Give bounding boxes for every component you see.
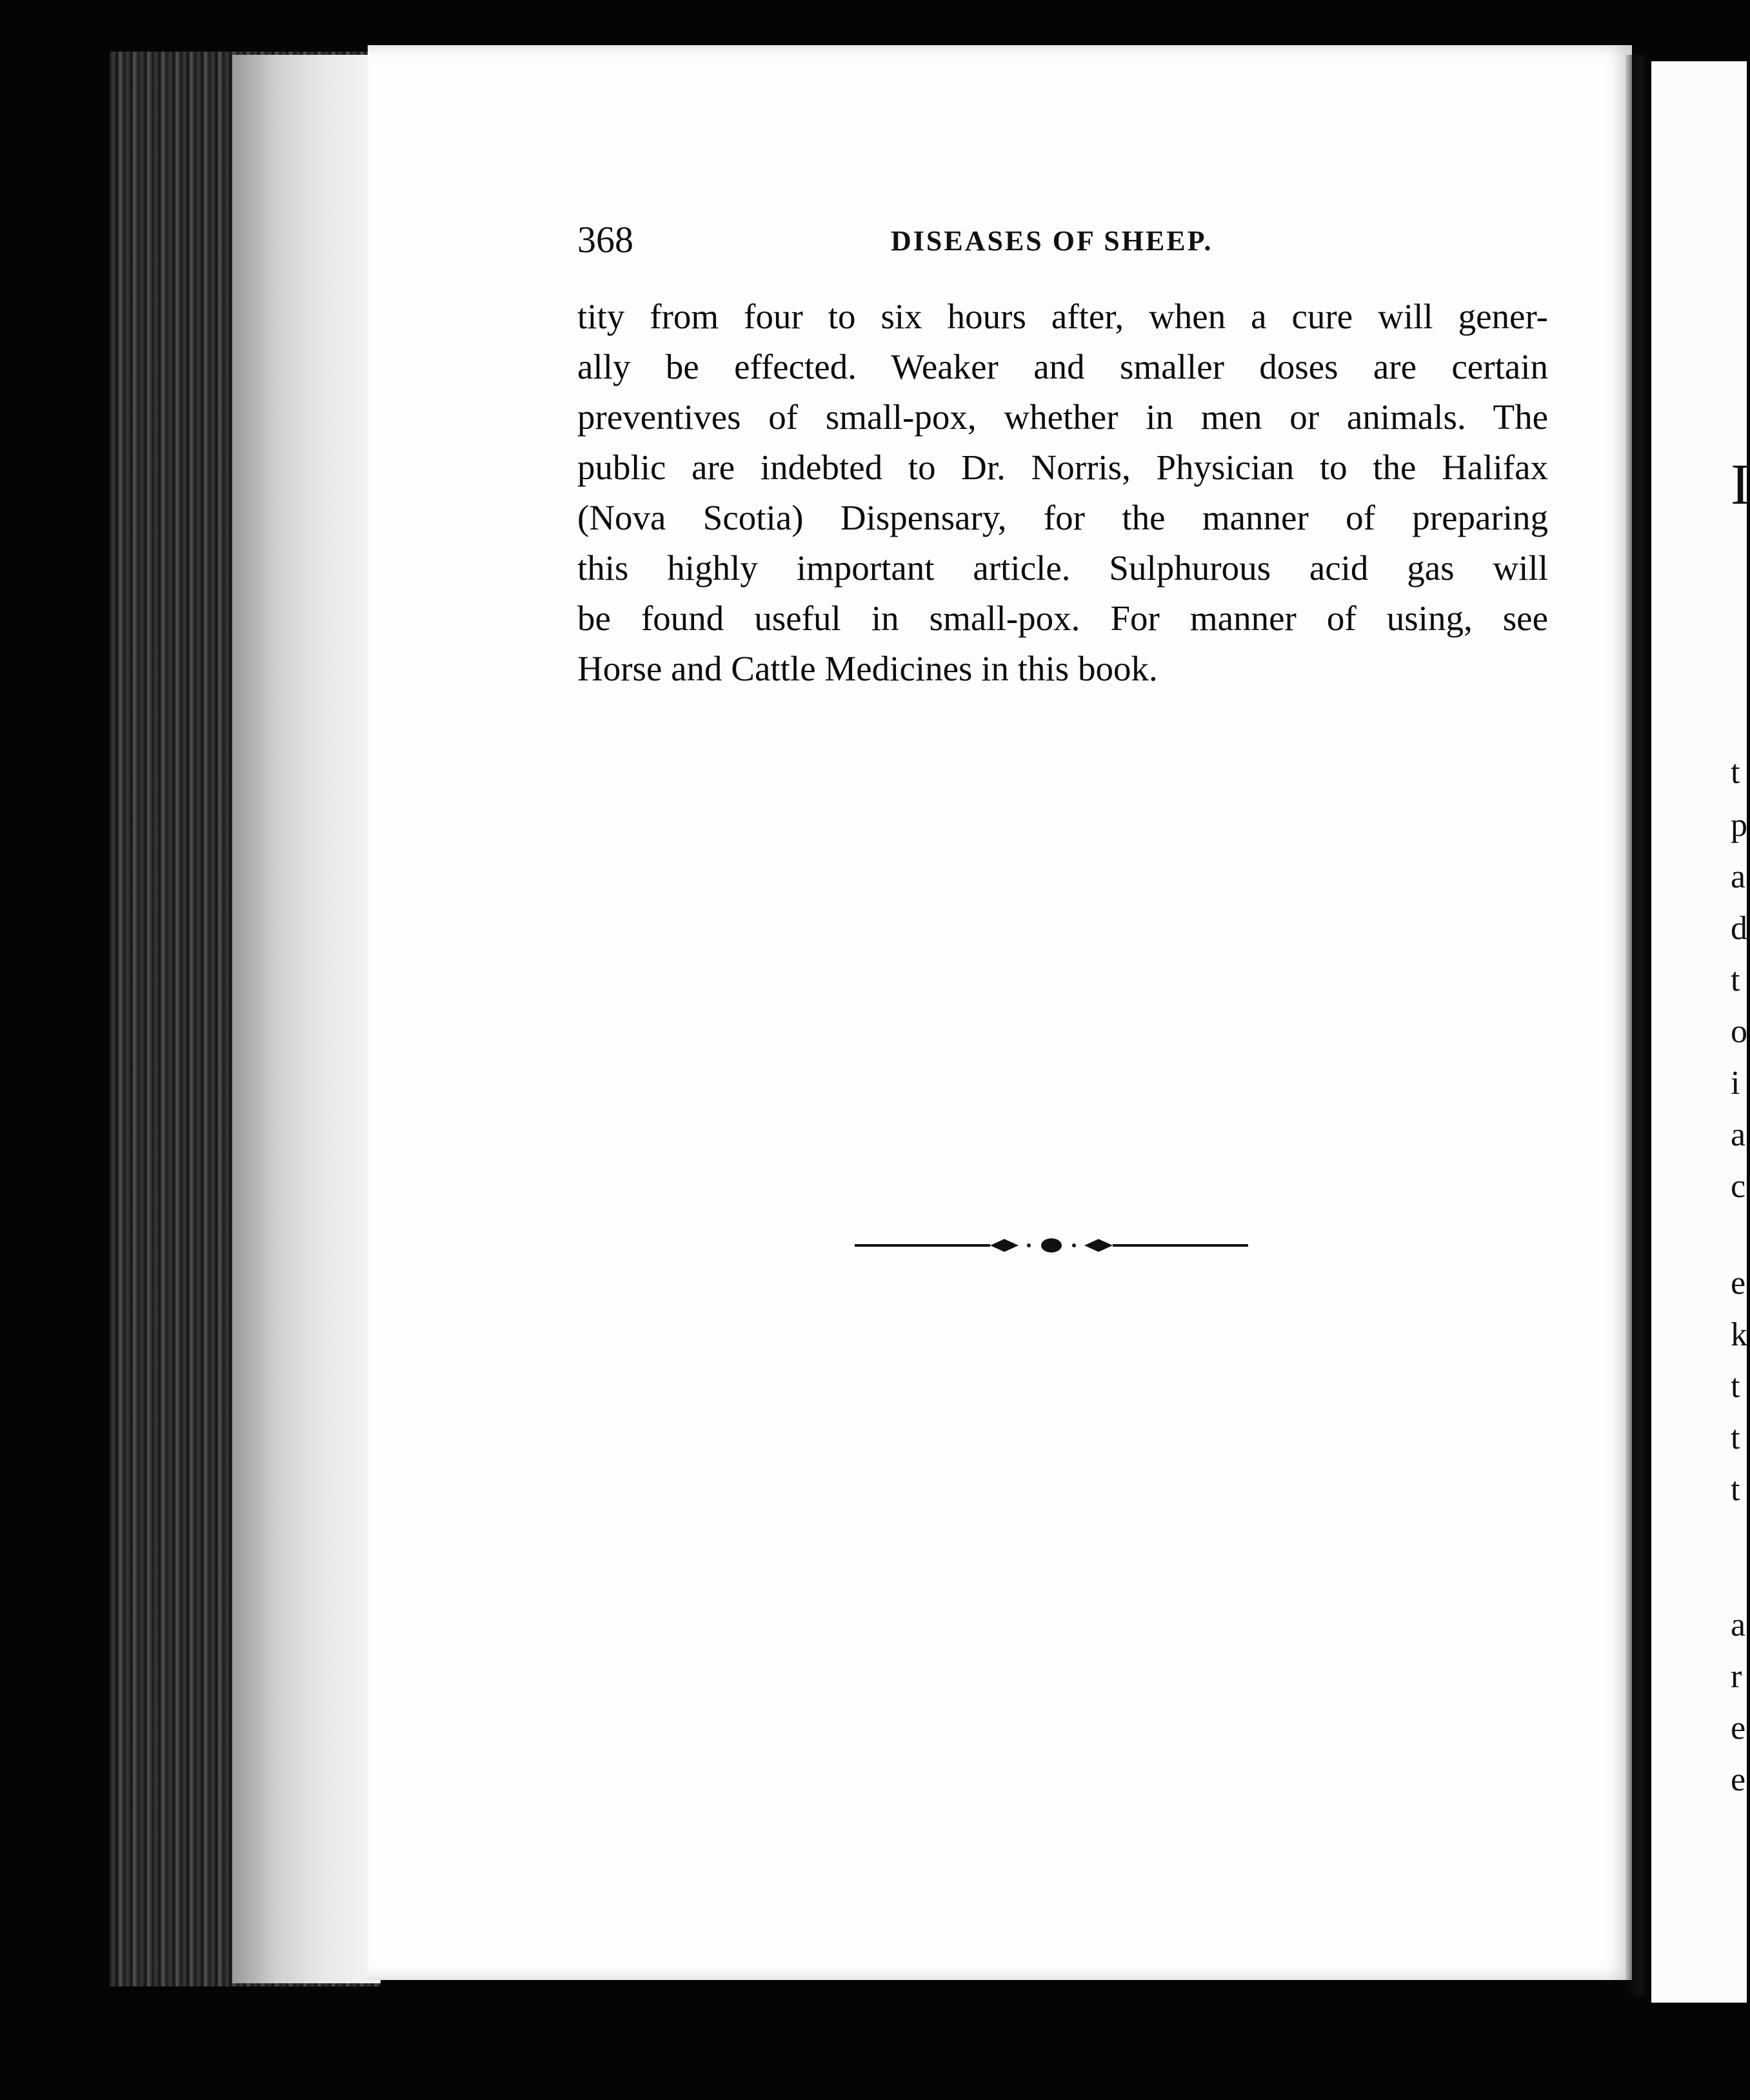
facing-page-letter: t [1731,754,1740,791]
text-line: this highly important article. Sulphurous acid gas will [577,548,1548,588]
text-line: ally be effected. Weaker and smaller doses are certain [577,347,1548,386]
running-head [577,218,1548,263]
page-number: 368 [577,219,633,261]
facing-page-letter: o [1731,1013,1747,1050]
running-title: DISEASES OF SHEEP. [891,225,1213,257]
text-line: (Nova Scotia) Dispensary, for the manner of preparing [577,498,1548,537]
facing-page-letter: r [1731,1658,1742,1695]
facing-page-letter: e [1731,1265,1746,1302]
facing-page-letter: c [1731,1168,1746,1205]
facing-page-letter: a [1731,858,1746,895]
facing-page-letter: I [1731,453,1750,517]
facing-page-letter: t [1731,1420,1740,1456]
facing-page-letter: k [1731,1316,1747,1353]
text-line: Horse and Cattle Medicines in this book. [577,649,1158,688]
facing-page-letter: t [1731,1471,1740,1508]
facing-page-letter: i [1731,1065,1740,1102]
facing-page-letter: e [1731,1761,1746,1798]
body-paragraph [577,292,1548,694]
gutter-shadow [1626,55,1651,1996]
page-stack [232,55,381,1983]
facing-page-letter: t [1731,962,1740,998]
text-line: be found useful in small-pox. For manner of using, see [577,599,1548,638]
facing-page-letter: a [1731,1607,1746,1643]
facing-page-letter: p [1731,807,1747,844]
facing-page-letter: d [1731,910,1747,947]
facing-page-letter: t [1731,1368,1740,1405]
text-line: tity from four to six hours after, when a cure will gener- [577,297,1548,336]
text-line: preventives of small-pox, whether in men or animals. The [577,397,1548,437]
facing-page-letter: e [1731,1710,1746,1747]
facing-page-letter: a [1731,1116,1746,1153]
text-line: public are indebted to Dr. Norris, Physician to the Halifax [577,448,1548,487]
diamond-rule-ornament-icon [855,1231,1248,1260]
